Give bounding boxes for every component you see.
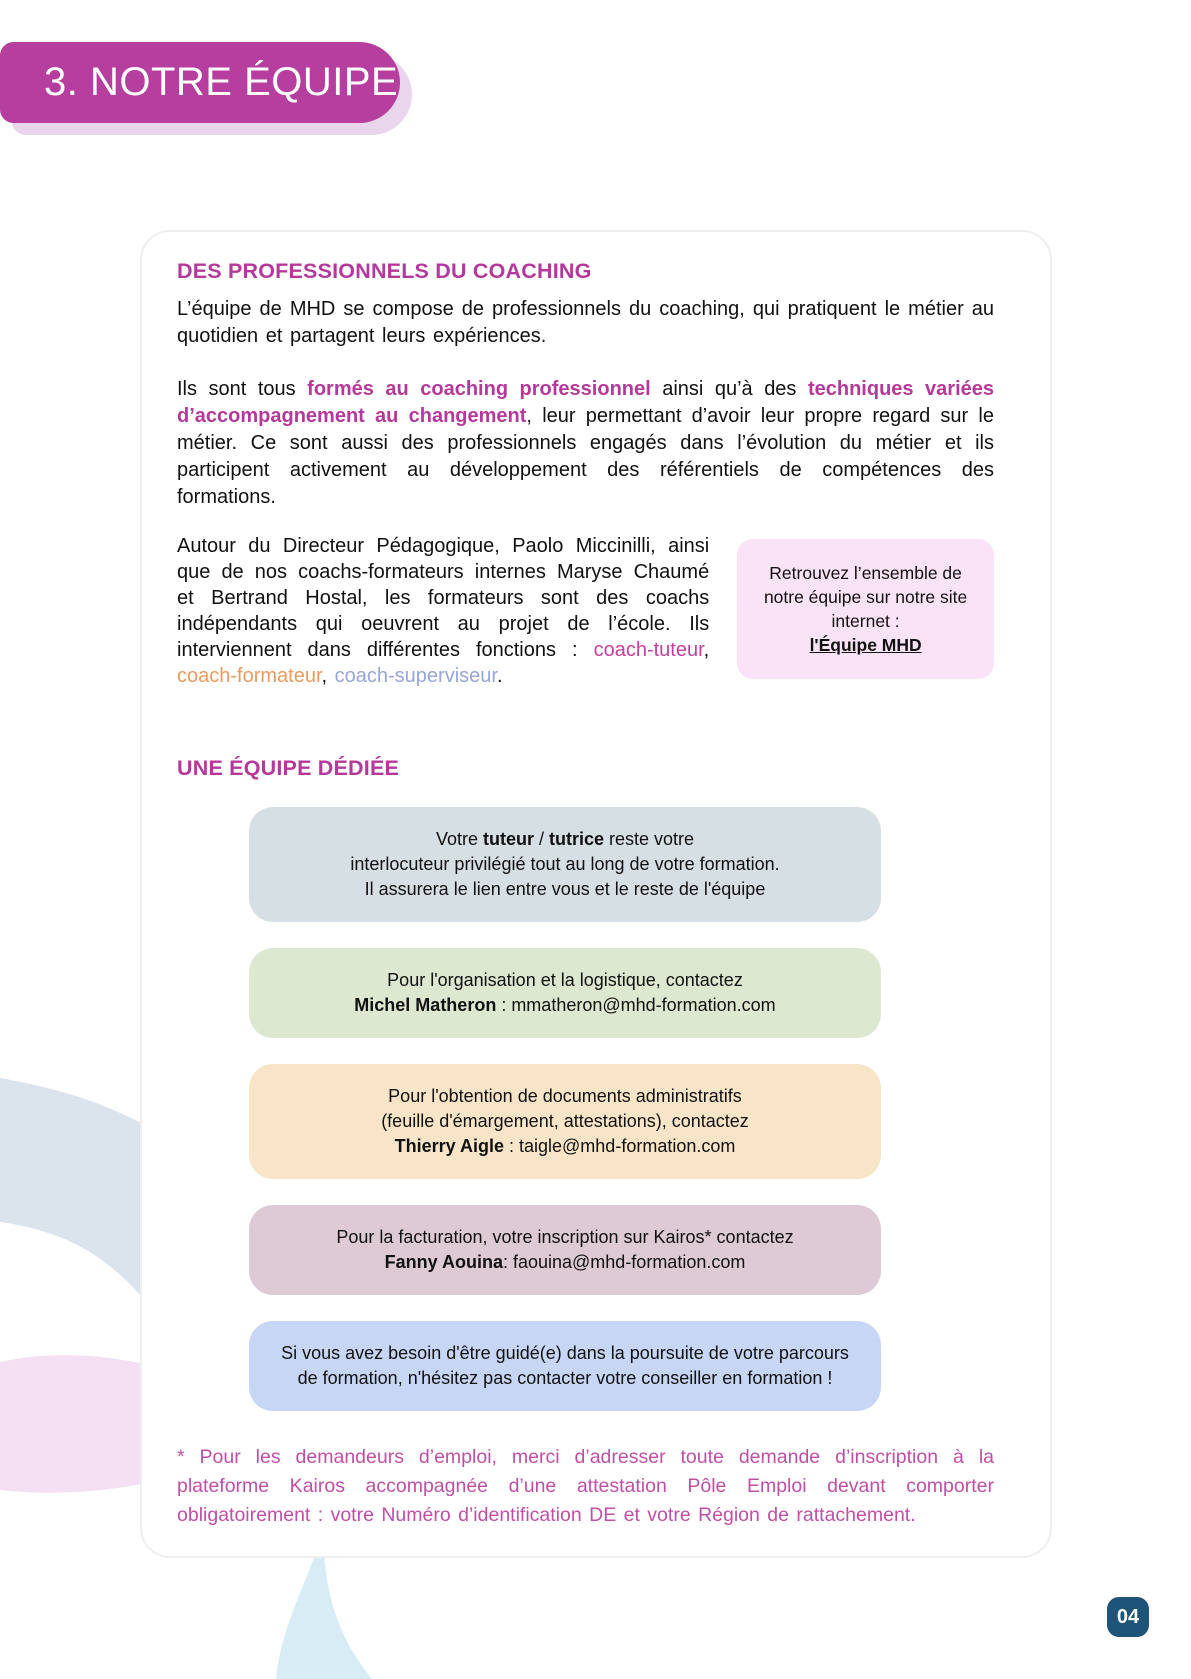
decor-pink-blob [0, 1355, 160, 1493]
section-banner [0, 42, 400, 123]
footnote-kairos: * Pour les demandeurs d’emploi, merci d’adresser toute demande d’inscription à la plateforme Kairos accompagnée d’une attestation Pôle Emploi devant comporter obligatoirement : votre Numéro d’identification DE et votre Région de rattachement. [177, 1446, 994, 1526]
contact-box-facturation: Pour la facturation, votre inscription sur Kairos* contactez Fanny Aouina: faouina@mhd-formation.com [249, 1205, 881, 1295]
paragraph-training: Ils sont tous formés au coaching professionnel ainsi qu’à des techniques variées d’accompagnement au changement, leur permettant d’avoir leur propre regard sur le métier. Ce sont aussi des professionnels engagés dans l’évolution du métier et ils participent activement au développement des référentiels de compétences des formations. [177, 378, 995, 508]
team-callout: Retrouvez l’ensemble de notre équipe sur notre site internet : l'Équipe MHD [737, 539, 994, 679]
paragraph-directors: Autour du Directeur Pédagogique, Paolo Miccinilli, ainsi que de nos coachs-formateurs internes Maryse Chaumé et Bertrand Hostal, les formateurs sont des coachs indépendants qui oeuvrent au projet de l’école. Ils interviennent dans différentes fonctions : coach-tuteur, coach-formateur, coach-superviseur. [177, 535, 710, 687]
contact-box-organisation: Pour l'organisation et la logistique, contactez Michel Matheron : mmatheron@mhd-formation.com [249, 948, 881, 1038]
contact-boxes [177, 807, 994, 1411]
heading-une-equipe-dediee: UNE ÉQUIPE DÉDIÉE [177, 756, 400, 780]
page-number-badge [1107, 1597, 1149, 1637]
decor-blue-swoosh [0, 1078, 160, 1320]
equipe-mhd-link[interactable]: l'Équipe MHD [809, 635, 922, 655]
heading-des-professionnels: DES PROFESSIONNELS DU COACHING [177, 259, 592, 283]
paragraph-team-intro: L’équipe de MHD se compose de professionnels du coaching, qui pratiquent le métier au quotidien et partagent leurs expériences. [177, 298, 994, 347]
contact-box-conseiller: Si vous avez besoin d'être guidé(e) dans la poursuite de votre parcours de formation, n'hésitez pas contacter votre conseiller en formation ! [249, 1321, 881, 1411]
contact-box-documents: Pour l'obtention de documents administratifs (feuille d'émargement, attestations), contactez Thierry Aigle : taigle@mhd-formation.com [249, 1064, 881, 1179]
decor-cyan-petal [276, 1548, 372, 1679]
page-number: 04 [1116, 1605, 1140, 1628]
section-title: 3. NOTRE ÉQUIPE [44, 60, 399, 104]
contact-box-tuteur: Votre tuteur / tutrice reste votre interlocuteur privilégié tout au long de votre formation. Il assurera le lien entre vous et le reste de l'équipe [249, 807, 881, 922]
content-card [140, 230, 1052, 1558]
directors-row [177, 533, 994, 689]
